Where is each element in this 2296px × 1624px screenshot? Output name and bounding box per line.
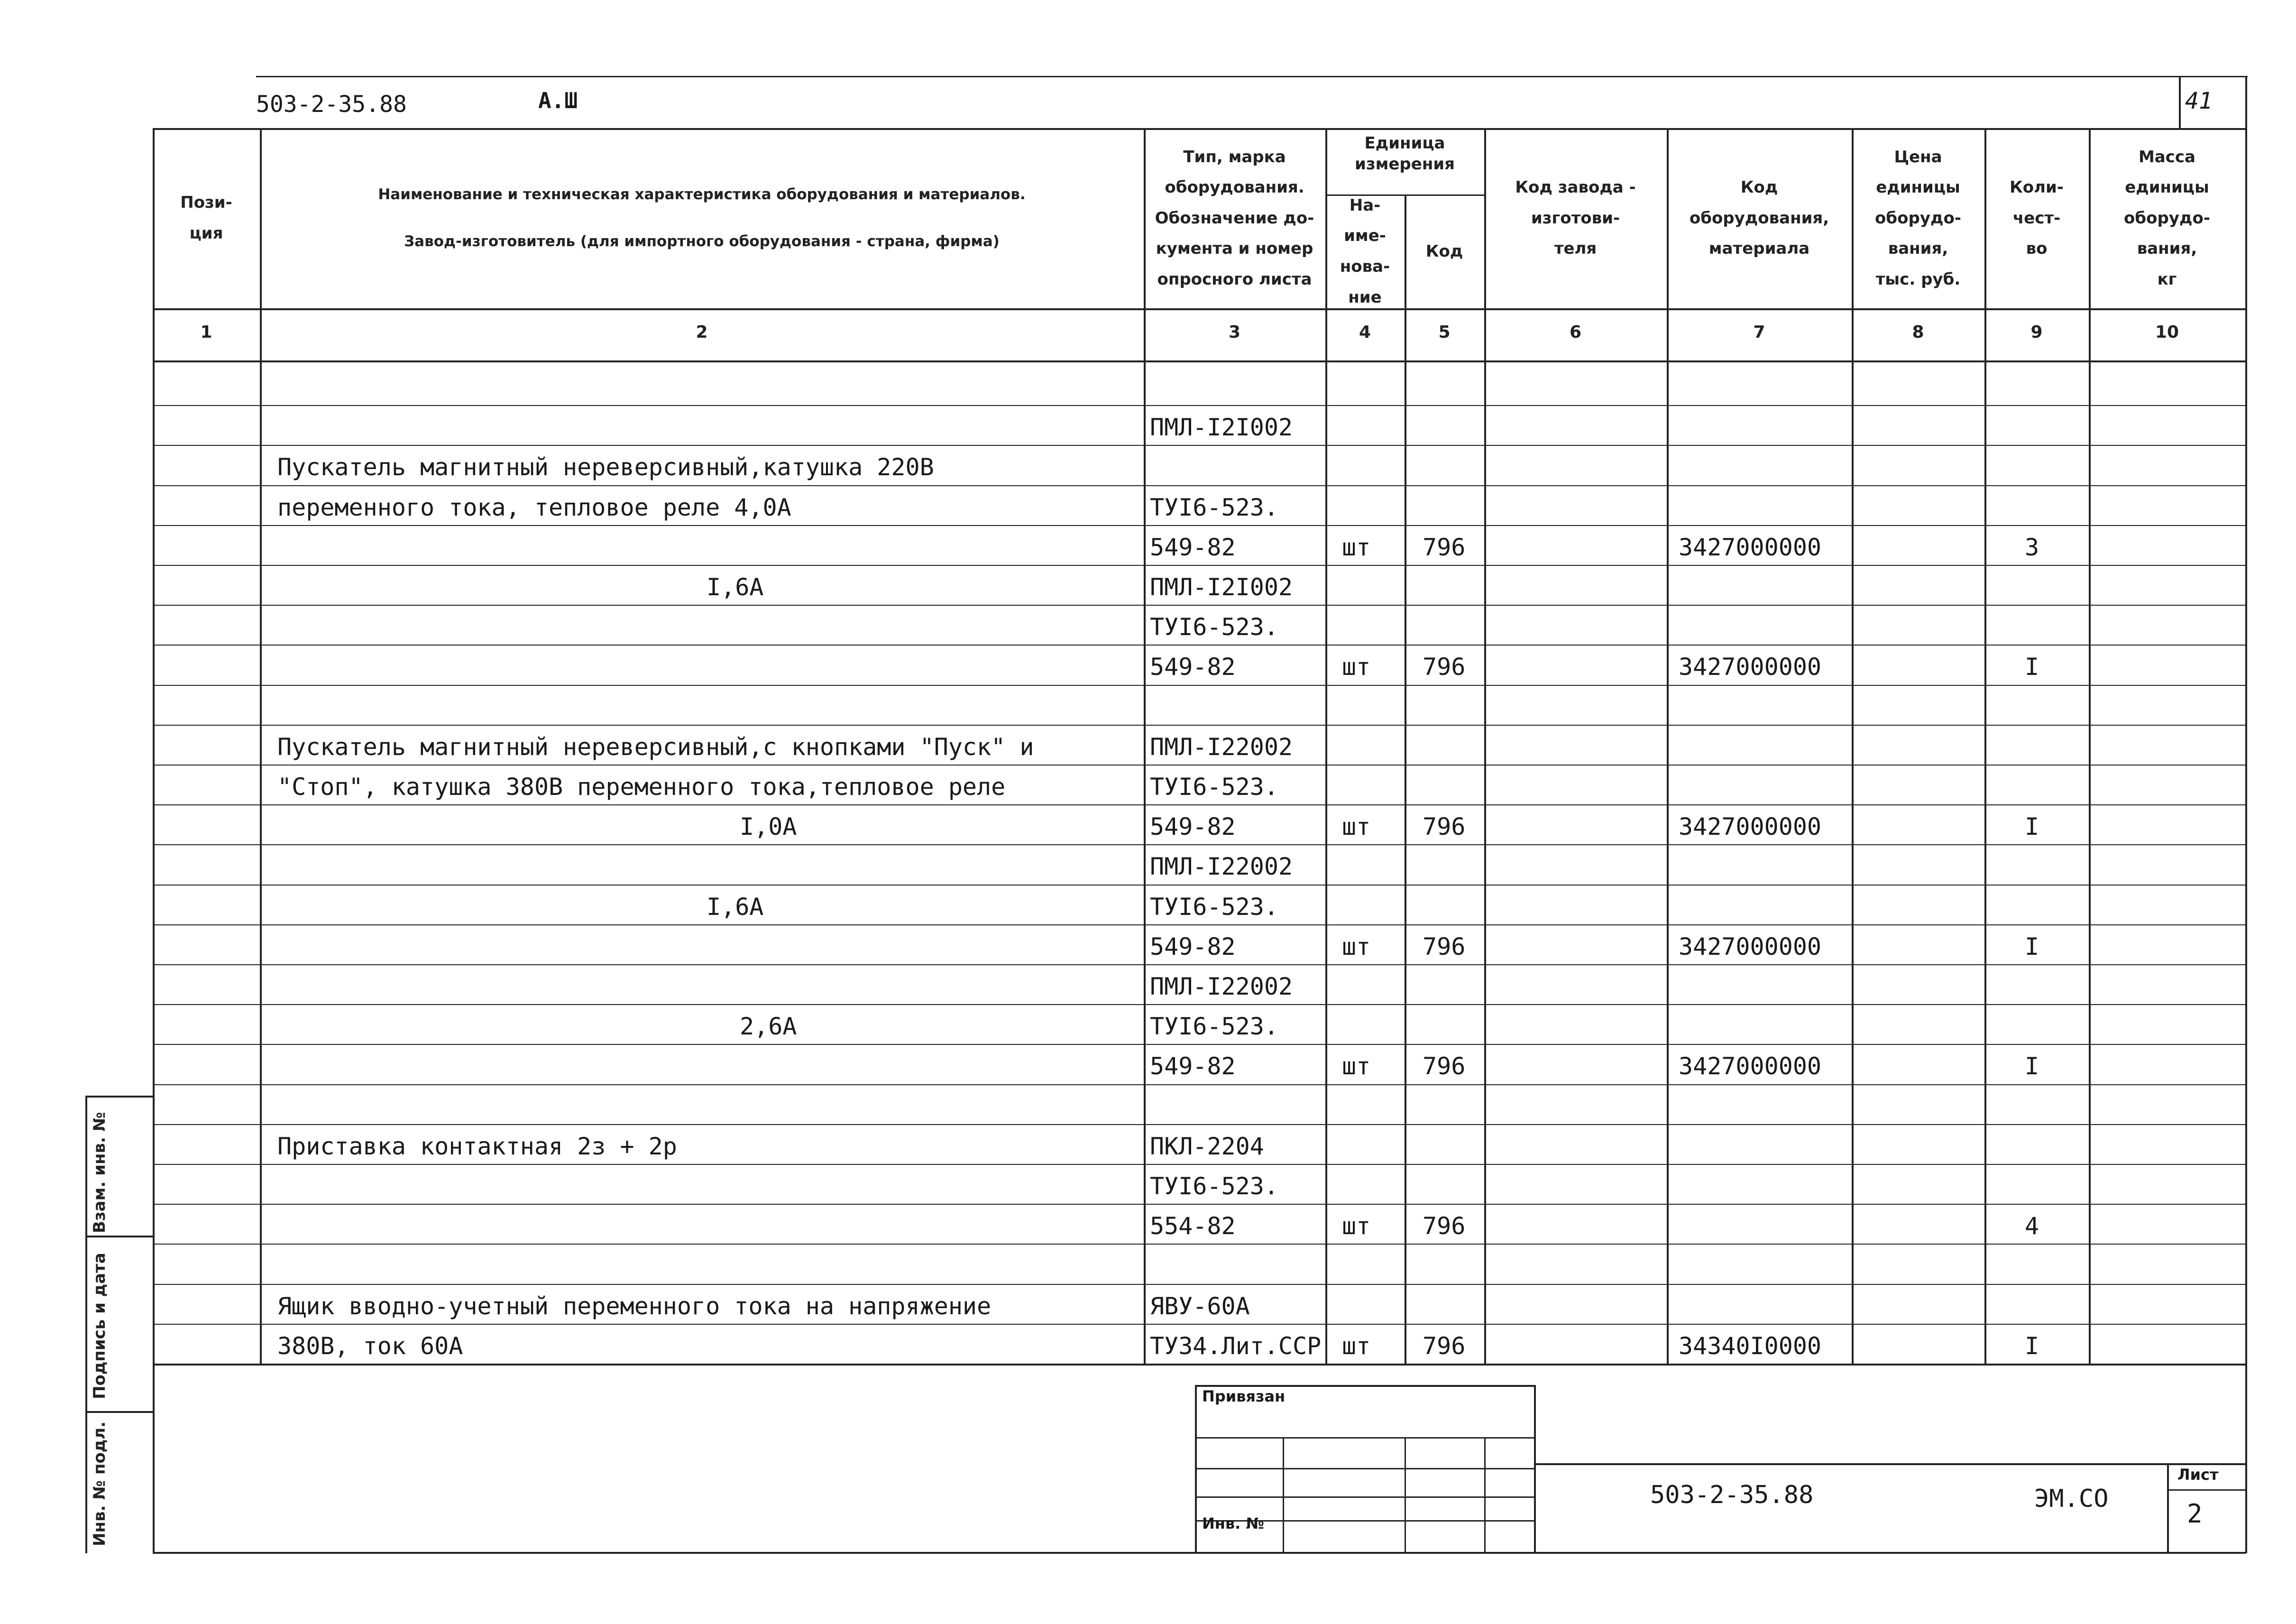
row-name: I,6А bbox=[707, 573, 764, 601]
row-type: 549-82 bbox=[1150, 533, 1236, 561]
row-line bbox=[153, 525, 2245, 526]
stamp-col-line bbox=[1405, 1437, 1406, 1553]
row-unit: шт bbox=[1342, 533, 1371, 561]
row-type: 554-82 bbox=[1150, 1212, 1236, 1240]
row-line bbox=[153, 964, 2245, 965]
row-line bbox=[153, 485, 2245, 486]
row-line bbox=[153, 565, 2245, 566]
row-type: ПМЛ-I2I002 bbox=[1150, 573, 1293, 601]
side-label-podpis: Подпись и дата bbox=[90, 1253, 109, 1399]
row-type: ТУI6-523. bbox=[1150, 1172, 1278, 1200]
stamp-row-line bbox=[1195, 1468, 1534, 1469]
column-number-3: 3 bbox=[1228, 323, 1241, 342]
row-line bbox=[153, 1044, 2245, 1045]
column-number-9: 9 bbox=[2030, 323, 2043, 342]
unit-group-header: Единица измерения bbox=[1355, 134, 1455, 174]
column-line bbox=[1852, 128, 1854, 1364]
column-line bbox=[1984, 128, 1986, 1364]
row-name: Пускатель магнитный нереверсивный,катушка 220В bbox=[277, 453, 934, 481]
row-line bbox=[153, 1244, 2245, 1245]
row-line bbox=[153, 1164, 2245, 1165]
row-name: Ящик вводно-учетный переменного тока на напряжение bbox=[277, 1292, 992, 1320]
row-type: ПКЛ-2204 bbox=[1150, 1132, 1264, 1160]
row-name: переменного тока, тепловое реле 4,0А bbox=[277, 493, 791, 521]
column-number-8: 8 bbox=[1912, 323, 1924, 342]
stamp-right bbox=[1534, 1385, 1536, 1553]
stamp-row-line bbox=[1195, 1437, 1534, 1439]
row-line bbox=[153, 885, 2245, 886]
stamp-col-line bbox=[1484, 1437, 1486, 1553]
right-frame-line bbox=[2245, 76, 2247, 1553]
row-line bbox=[153, 1124, 2245, 1125]
row-type: 549-82 bbox=[1150, 813, 1236, 841]
row-line bbox=[153, 844, 2245, 845]
column-header-1: Пози- ция bbox=[180, 193, 232, 243]
row-type: ЯВУ-60А bbox=[1150, 1292, 1250, 1320]
row-line bbox=[153, 645, 2245, 646]
row-unit: шт bbox=[1342, 813, 1371, 841]
column-line bbox=[1484, 128, 1486, 1364]
row-qty: I bbox=[2025, 1332, 2039, 1360]
column-line bbox=[260, 128, 262, 1364]
row-equip-code: 3427000000 bbox=[1679, 813, 1822, 841]
row-line bbox=[153, 804, 2245, 805]
row-qty: 3 bbox=[2025, 533, 2039, 561]
row-unit: шт bbox=[1342, 932, 1371, 960]
stamp-main-top bbox=[1534, 1463, 2245, 1465]
row-line bbox=[153, 1084, 2245, 1085]
column-number-5: 5 bbox=[1438, 323, 1451, 342]
column-header-3: Тип, марка оборудования. Обозначение до- кумента и номер опросного листа bbox=[1155, 147, 1314, 289]
column-line bbox=[1144, 128, 1146, 1364]
column-number-4: 4 bbox=[1359, 323, 1371, 342]
column-number-1: 1 bbox=[200, 323, 212, 342]
row-type: ТУI6-523. bbox=[1150, 893, 1278, 921]
row-line bbox=[153, 725, 2245, 726]
row-code: 796 bbox=[1423, 533, 1466, 561]
row-line bbox=[153, 765, 2245, 766]
row-line bbox=[153, 605, 2245, 606]
sheet-box-left bbox=[2167, 1463, 2169, 1553]
side-label-vzam: Взам. инв. № bbox=[90, 1112, 109, 1233]
column-number-10: 10 bbox=[2155, 323, 2179, 342]
stamp-doc-code: 503-2-35.88 bbox=[1650, 1481, 1814, 1509]
row-line bbox=[153, 1004, 2245, 1005]
row-code: 796 bbox=[1423, 813, 1466, 841]
row-qty: 4 bbox=[2025, 1212, 2039, 1240]
row-type: ПМЛ-I22002 bbox=[1150, 733, 1293, 761]
row-code: 796 bbox=[1423, 1212, 1466, 1240]
row-type: ПМЛ-I22002 bbox=[1150, 853, 1293, 881]
row-name: 2,6А bbox=[740, 1013, 797, 1041]
row-name: Пускатель магнитный нереверсивный,с кнопками "Пуск" и bbox=[277, 733, 1034, 761]
header-bottom-line bbox=[153, 308, 2245, 310]
column-header-6: Код завода - изготови- теля bbox=[1515, 178, 1636, 258]
row-qty: I bbox=[2025, 932, 2039, 960]
page-mark-divider bbox=[2179, 76, 2181, 128]
row-type: ПМЛ-I22002 bbox=[1150, 973, 1293, 1000]
row-type: ТУ34.Лит.ССР bbox=[1150, 1332, 1322, 1360]
stamp-inv-no: Инв. № bbox=[1202, 1514, 1264, 1532]
row-name: "Стоп", катушка 380В переменного тока,тепловое реле bbox=[277, 773, 1006, 801]
frame-bottom bbox=[153, 1552, 2245, 1554]
column-number-7: 7 bbox=[1753, 323, 1765, 342]
row-line bbox=[153, 924, 2245, 925]
column-line bbox=[1667, 128, 1669, 1364]
row-equip-code: 3427000000 bbox=[1679, 932, 1822, 960]
row-code: 796 bbox=[1423, 653, 1466, 681]
column-header-4: На- име- нова- ние bbox=[1340, 195, 1390, 307]
row-equip-code: 34340I0000 bbox=[1679, 1332, 1822, 1360]
column-header-9: Коли- чест- во bbox=[2010, 178, 2064, 258]
row-line bbox=[153, 1324, 2245, 1325]
row-unit: шт bbox=[1342, 1332, 1371, 1360]
stamp-privyazan: Привязан bbox=[1202, 1387, 1286, 1405]
row-code: 796 bbox=[1423, 1052, 1466, 1080]
row-qty: I bbox=[2025, 813, 2039, 841]
side-box-divider bbox=[85, 1411, 154, 1413]
stamp-sheet-label: Лист bbox=[2177, 1466, 2219, 1484]
column-header-10: Масса единицы оборудо- вания, кг bbox=[2124, 147, 2210, 289]
column-header-5: Код bbox=[1425, 241, 1463, 261]
row-type: 549-82 bbox=[1150, 653, 1236, 681]
row-name: I,0А bbox=[740, 813, 797, 841]
row-line bbox=[153, 1204, 2245, 1205]
column-header-8: Цена единицы оборудо- вания, тыс. руб. bbox=[1875, 147, 1961, 289]
row-name: I,6А bbox=[707, 893, 764, 921]
row-equip-code: 3427000000 bbox=[1679, 533, 1822, 561]
row-line bbox=[153, 445, 2245, 446]
column-line bbox=[1325, 128, 1327, 1364]
row-equip-code: 3427000000 bbox=[1679, 1052, 1822, 1080]
top-format: А.Ш bbox=[538, 88, 578, 113]
row-qty: I bbox=[2025, 653, 2039, 681]
row-qty: I bbox=[2025, 1052, 2039, 1080]
row-unit: шт bbox=[1342, 1212, 1371, 1240]
top-border-line bbox=[256, 76, 2248, 77]
side-label-inv-podl: Инв. № подл. bbox=[90, 1421, 109, 1546]
column-header-2: Наименование и техническая характеристика оборудования и материалов. Завод-изготовитель (для импортного оборудования - страна, фирма) bbox=[378, 185, 1026, 250]
row-type: ТУI6-523. bbox=[1150, 1013, 1278, 1041]
row-line bbox=[153, 1284, 2245, 1285]
row-line bbox=[153, 685, 2245, 686]
row-unit: шт bbox=[1342, 653, 1371, 681]
side-frame-line bbox=[85, 1096, 87, 1553]
row-code: 796 bbox=[1423, 1332, 1466, 1360]
side-box-top bbox=[85, 1096, 154, 1098]
row-line bbox=[153, 405, 2245, 406]
page-mark: 41 bbox=[2185, 88, 2213, 114]
row-type: ТУI6-523. bbox=[1150, 493, 1278, 521]
table-bottom-line bbox=[153, 1364, 2245, 1366]
row-type: ПМЛ-I2I002 bbox=[1150, 414, 1293, 442]
sheet-box-divider bbox=[2167, 1489, 2245, 1491]
row-type: 549-82 bbox=[1150, 932, 1236, 960]
stamp-top bbox=[1195, 1385, 1534, 1387]
stamp-sheet-no: 2 bbox=[2187, 1499, 2203, 1529]
column-number-2: 2 bbox=[696, 323, 708, 342]
number-row-bottom-line bbox=[153, 360, 2245, 362]
row-code: 796 bbox=[1423, 932, 1466, 960]
row-unit: шт bbox=[1342, 1052, 1371, 1080]
top-doc-code: 503-2-35.88 bbox=[256, 91, 407, 118]
row-type: 549-82 bbox=[1150, 1052, 1236, 1080]
column-line bbox=[1405, 194, 1406, 1364]
row-name: Приставка контактная 2з + 2р bbox=[277, 1132, 677, 1160]
row-type: ТУI6-523. bbox=[1150, 613, 1278, 641]
column-line bbox=[2089, 128, 2091, 1364]
row-name: 380В, ток 60А bbox=[277, 1332, 463, 1360]
side-box-divider bbox=[85, 1236, 154, 1237]
column-header-7: Код оборудования, материала bbox=[1689, 178, 1829, 258]
row-type: ТУI6-523. bbox=[1150, 773, 1278, 801]
stamp-row-line bbox=[1195, 1496, 1534, 1498]
row-equip-code: 3427000000 bbox=[1679, 653, 1822, 681]
stamp-mark: ЭМ.СО bbox=[2034, 1485, 2109, 1513]
column-number-6: 6 bbox=[1569, 323, 1582, 342]
stamp-col-line bbox=[1283, 1437, 1284, 1553]
